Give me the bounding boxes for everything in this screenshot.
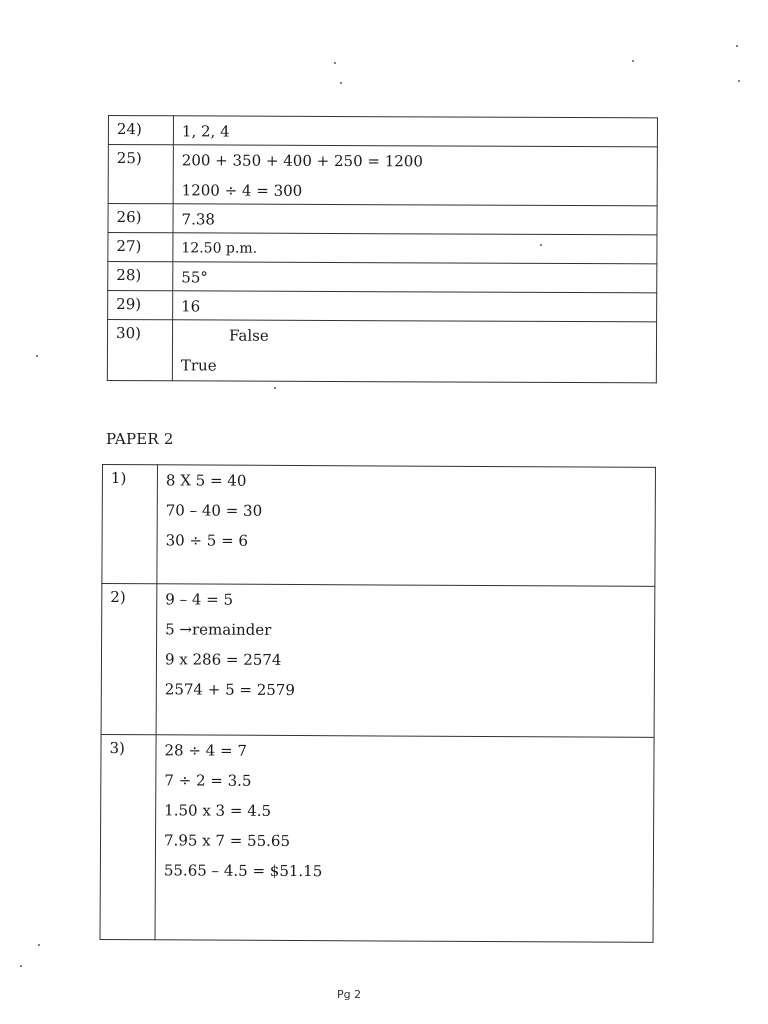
answer-line: 5 →remainder [165, 620, 272, 639]
answer-cell [173, 116, 657, 147]
answer-cell [173, 145, 657, 206]
question-number: 27) [108, 233, 173, 262]
answer-line: 200 + 350 + 400 + 250 = 1200 [181, 151, 423, 171]
question-number: 25) [108, 145, 173, 204]
page-number: Pg 2 [337, 988, 362, 1001]
table-row [102, 465, 656, 587]
answer-line: True [180, 356, 217, 375]
table-row [100, 734, 654, 942]
answer-line: False [228, 326, 269, 345]
question-number: 30) [107, 320, 172, 381]
scan-speck [36, 355, 38, 357]
answer-cell [157, 465, 656, 587]
answer-line: 30 ÷ 5 = 6 [165, 531, 249, 550]
scan-speck [736, 45, 738, 47]
section-heading: PAPER 2 [106, 430, 174, 448]
table-row [101, 584, 655, 738]
scan-speck [340, 82, 342, 84]
answer-cell [156, 584, 655, 738]
answer-line: 70 – 40 = 30 [165, 501, 263, 520]
answer-line: 28 ÷ 4 = 7 [164, 741, 247, 760]
scan-speck [38, 944, 40, 946]
answer-cell [173, 233, 657, 264]
answer-line: 1200 ÷ 4 = 300 [181, 181, 303, 200]
answer-line: 1.50 x 3 = 4.5 [164, 801, 272, 820]
answer-cell [172, 320, 656, 383]
answer-cell [173, 262, 657, 293]
table-row [108, 204, 657, 235]
answer-line: 1, 2, 4 [181, 122, 230, 141]
question-number: 1) [102, 465, 158, 584]
question-number: 26) [108, 204, 173, 233]
question-number: 2) [101, 584, 157, 735]
answer-cell [173, 291, 657, 322]
question-number: 24) [108, 116, 173, 145]
answer-line: 55.65 – 4.5 = $51.15 [163, 861, 323, 881]
scan-speck [738, 80, 740, 82]
scan-speck [632, 60, 634, 62]
table-row [108, 116, 657, 147]
answer-line: 7.95 x 7 = 55.65 [163, 831, 291, 850]
question-number: 28) [108, 262, 173, 291]
table-row [107, 320, 656, 383]
paper2-answer-table [100, 464, 656, 943]
scan-speck [334, 62, 336, 64]
answer-line: 16 [181, 297, 201, 316]
answer-line: 9 x 286 = 2574 [164, 650, 282, 669]
answer-line: 7 ÷ 2 = 3.5 [164, 771, 252, 790]
answer-cell [173, 204, 657, 235]
scan-speck [540, 244, 542, 246]
table-row [108, 291, 657, 322]
answer-line: 55° [181, 268, 208, 287]
answer-line: 8 X 5 = 40 [165, 471, 247, 490]
table-row [108, 233, 657, 264]
answer-line: 12.50 p.m. [181, 240, 258, 257]
table-row [108, 262, 657, 293]
question-number: 3) [100, 734, 156, 939]
paper1-answer-table [107, 115, 658, 383]
answer-line: 2574 + 5 = 2579 [164, 680, 295, 700]
question-number: 29) [108, 291, 173, 320]
answer-cell [155, 735, 654, 943]
answer-line: 7.38 [181, 210, 215, 229]
answer-line: 9 – 4 = 5 [165, 590, 234, 609]
table-row [108, 145, 657, 206]
scan-speck [274, 387, 276, 389]
scan-speck [20, 965, 22, 967]
